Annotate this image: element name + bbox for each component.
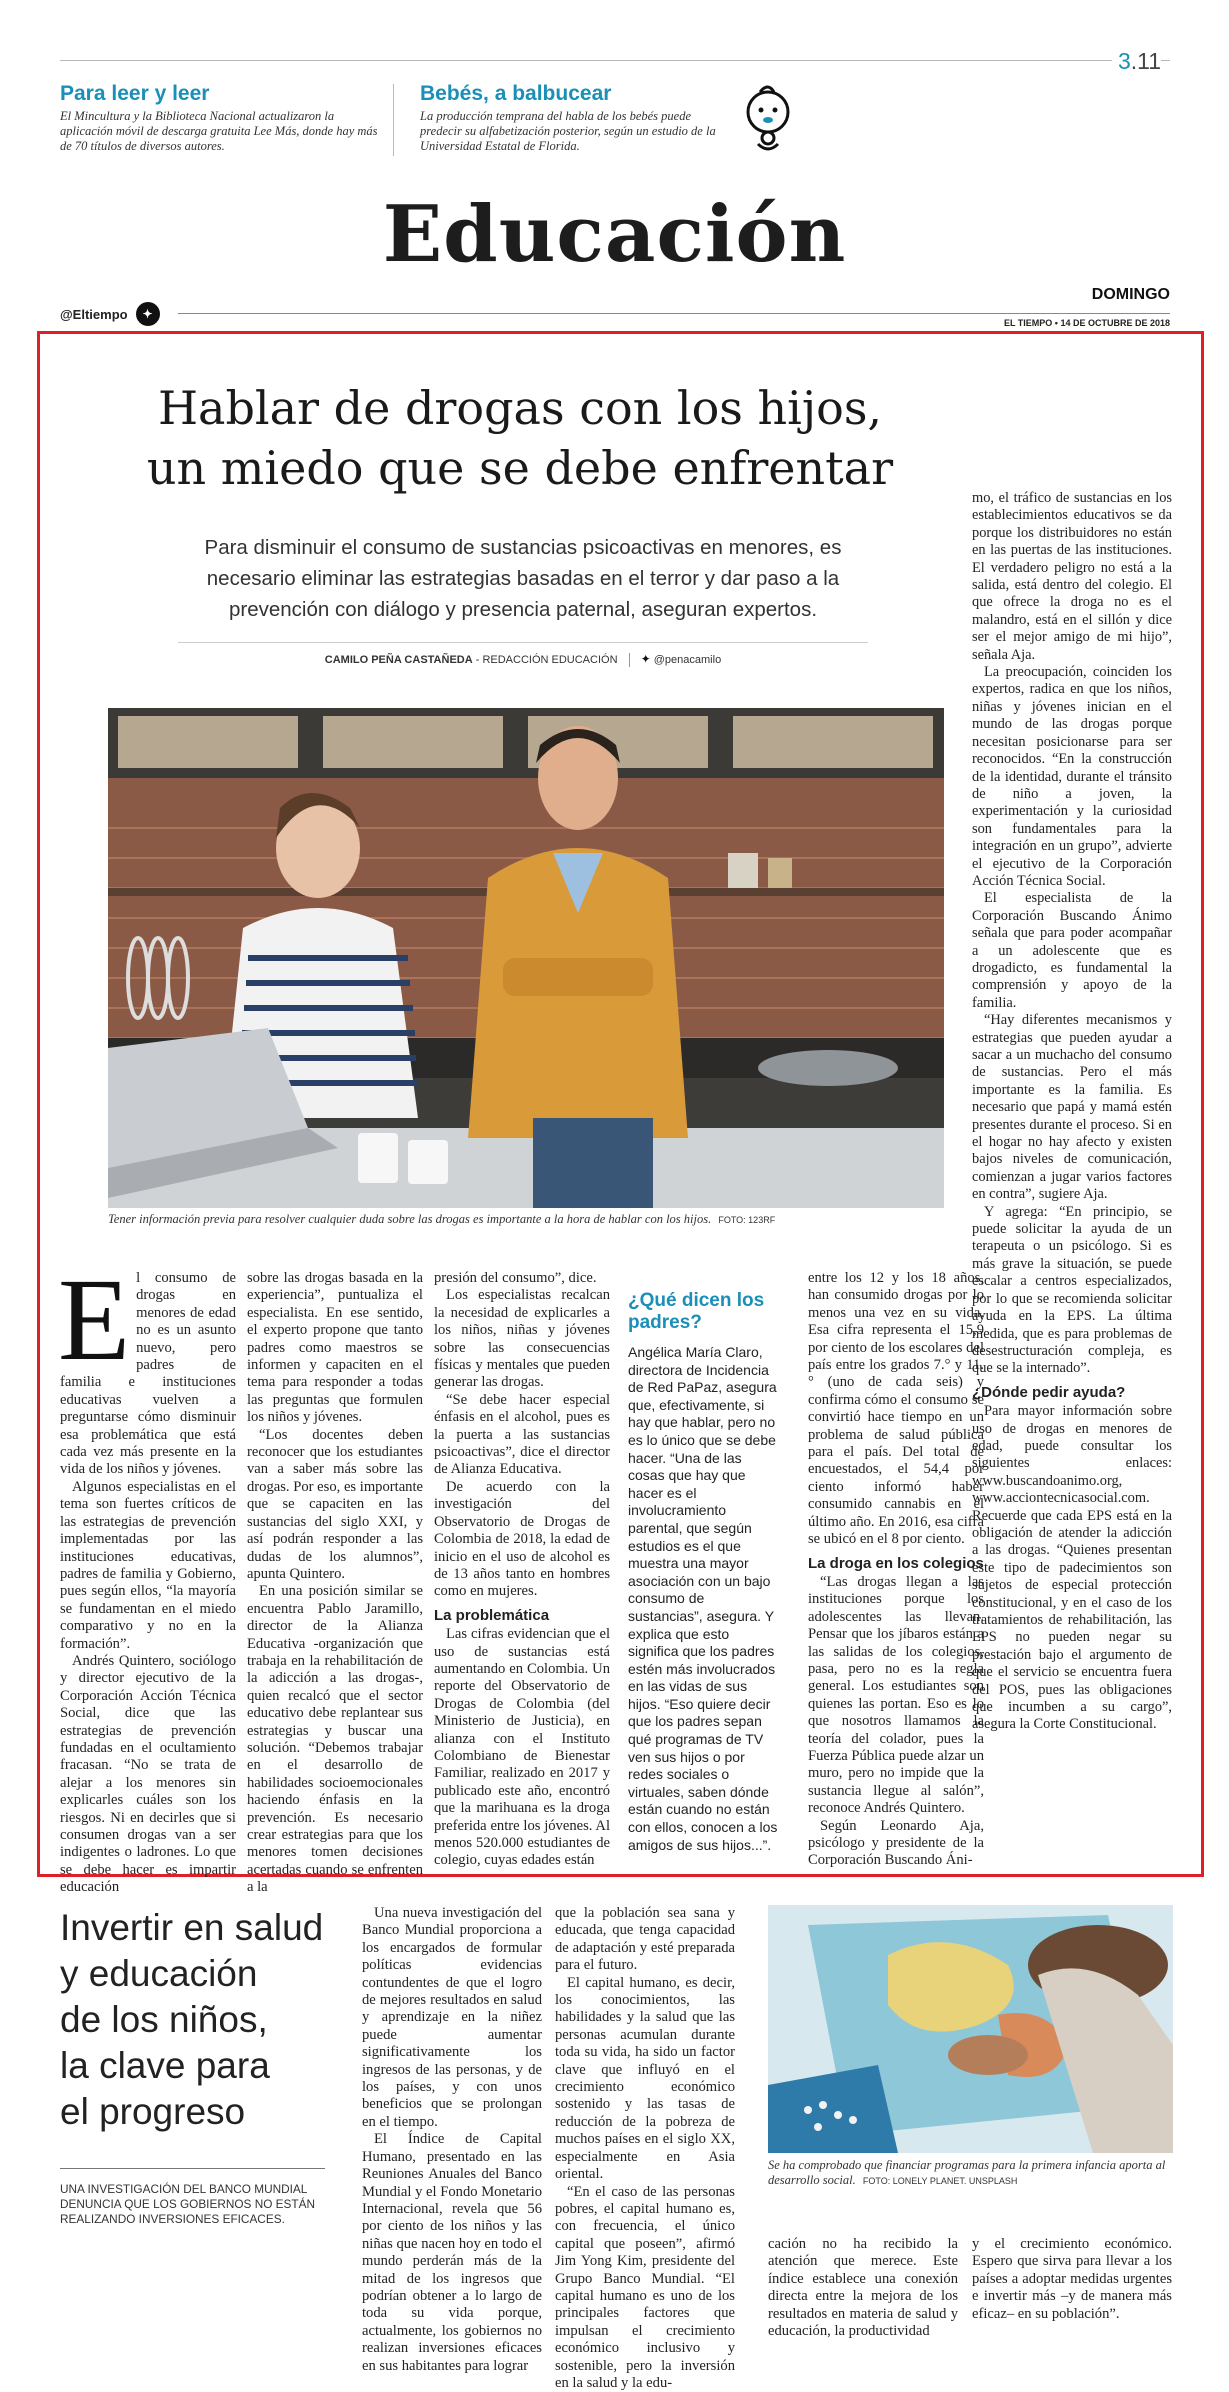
teaser-title: Para leer y leer: [60, 82, 380, 106]
paragraph: entre los 12 y los 18 años, han consumido drogas por lo menos una vez en su vida. Esa cifra representa el 15,9 por ciento de los escolares del país entre los grados 7.° y 11.° (uno de cada seis) y confirma cómo el consumo se convirtió hace tiempo en un problema de salud pública para el país. Del total de encuestados, el 54,4 por ciento informó haber consumido cannabis en el último año. En 2016, esa cifra se ubicó en el 8 por ciento.: [808, 1270, 984, 1549]
paragraph: El Índice de Capital Humano, presentado en las Reuniones Anuales del Banco Mundial y el Fondo Monetario Internacional, revela que 56 por ciento de los niños y las niñas que nacen hoy en todo el mundo perderán más de la mitad de los ingresos que podrían obtener a lo largo de toda su vida porque, actualmente, los gobiernos no realizan inversiones eficaces en sus habitantes para lograr: [362, 2131, 542, 2375]
teaser-title: Bebés, a balbucear: [420, 82, 720, 106]
paragraph: El capital humano, es decir, los conocimientos, las habilidades y la salud que las personas acumulan durante toda su vida, ha sido un factor clave que influyó en el crecimiento económico sostenido y las tasas de reducción de la pobreza de muchos países en el siglo XX, especialmente en Asia oriental.: [555, 1975, 735, 2184]
paragraph: “Los docentes deben reconocer que los estudiantes van a saber más sobre las drogas. Por eso, es importante que se capaciten en las sustancias del siglo XXI, y así podrán responder a las dudas de los alumnos”, apunta Quintero.: [247, 1427, 423, 1584]
paragraph: Y agrega: “En principio, se puede solicitar la ayuda de un terapeuta o un psicólogo. Si es más grave la situación, se puede escalar a centros especializados, por lo que se recomienda solicitar ayuda en la EPS. La última medida, que es para problemas de desestructuración compleja, es que se la internado”.: [972, 1204, 1172, 1378]
paragraph: Una nueva investigación del Banco Mundial proporciona a los encargados de formular políticas evidencias contundentes de que el logro de mejores resultados en salud y aprendizaje en la niñez puede aumentar significativamente los ingresos de las personas, y de los países, y con unos beneficios que se prolongan en el tiempo.: [362, 1905, 542, 2131]
header-rule: [178, 313, 1170, 314]
twitter-handle[interactable]: @Eltiempo ✦: [60, 302, 160, 326]
page-number: 3.11: [1112, 48, 1161, 75]
paragraph: que la población sea sana y educada, que tenga capacidad de adaptación y esté preparada para el futuro.: [555, 1905, 735, 1975]
photo-caption: Tener información previa para resolver cualquier duda sobre las drogas es importante a la hora de hablar con los hijos. FOTO: 123RF: [108, 1212, 944, 1227]
paragraph: presión del consumo”, dice.: [434, 1270, 610, 1287]
paragraph: l consumo de drogas en menores de edad no es un asunto nuevo, pero padres de familia e instituciones educativas vuelven a preguntarse cómo disminuir esa problemática que está cada vez más presente en la vida de los niños y jóvenes.: [60, 1270, 236, 1479]
paragraph: “Las drogas llegan a las instituciones porque los adolescentes las llevan. Pensar que los jíbaros están a las salidas de los colegios, pasa, pero no es la regla general. Los estudiantes son quienes las portan. Eso es lo que nosotros llamamos la teoría del colador, pues la Fuerza Pública puede alzar un muro, pero no impide que la sustancia llegue al salón”, reconoce Andrés Quintero.: [808, 1574, 984, 1818]
date-line: EL TIEMPO • 14 DE OCTUBRE DE 2018: [900, 318, 1170, 328]
photo-credit: FOTO: 123RF: [718, 1215, 775, 1225]
paragraph: mo, el tráfico de sustancias en los establecimientos educativos se da porque los distribuidores no están en las puertas de las instituciones. El verdadero peligro no está a la salida, está dentro del colegio. El que ofrece la droga no es el malandro, está en el sillón y dice ser el mejor amigo de mi hijo”, señala Aja.: [972, 490, 1172, 664]
photo-credit: FOTO: LONELY PLANET. UNSPLASH: [863, 2176, 1018, 2186]
teaser-desc: La producción temprana del habla de los bebés puede predecir su alfabetización posterior, según un estudio de la Universidad Estatal de Florida.: [420, 109, 720, 154]
paragraph: La preocupación, coinciden los expertos, radica en que los niños, niñas y jóvenes inician en el mundo de las drogas porque necesitan posicionarse para ser reconocidos. “En la construcción de la identidad, durante el tránsito de niño a joven, la experimentación y la curiosidad son fundamentales para la integración en un grupo”, advierte el ejecutivo de la Corporación Acción Técnica Social.: [972, 664, 1172, 890]
byline-rule: [178, 642, 868, 643]
paragraph: Las cifras evidencian que el uso de sustancias está aumentando en Colombia. Un reporte del Observatorio de Drogas de Colombia (del Ministerio de Justicia), en alianza con el Instituto Colombiano de Bienestar Familiar, realizado en 2017 y publicado este año, encontró que la marihuana es la droga preferida entre los jóvenes. Al menos 520.000 estudiantes de colegio, cuyas edades están: [434, 1626, 610, 1870]
teaser-bebes[interactable]: [420, 82, 720, 154]
sidebar-text: Angélica María Claro, directora de Incidencia de Red PaPaz, asegura que, efectivamente, si hay que hablar, pero no es lo único que se debe hacer. “Una de las cosas que hay que hacer es el involucramiento parental, que según estudios es el que muestra una mayor asociación con un bajo consumo de sustancias”, asegura. Y explica que esto significa que los padres estén más involucrados en las vidas de sus hijos. “Eso quiere decir que los padres sepan qué programas de TV ven sus hijos o por redes sociales o virtuales, saben dónde están cuando no están con ellos, conocen a los amigos de sus hijos...”.: [628, 1344, 778, 1854]
teaser-divider: [393, 84, 394, 156]
paragraph: En una posición similar se encuentra Pablo Jaramillo, director de la Alianza Educativa -organización que trabaja en la rehabilitación de la adicción a las drogas-, quien recalcó que el sector educativo debe replantear sus estrategias y buscar una solución. “Debemos trabajar en el desarrollo de habilidades socioemocionales haciendo énfasis en la prevención. Es necesario crear estrategias para que los menores tomen decisiones acertadas cuando se enfrenten a la: [247, 1583, 423, 1896]
subhead: La problemática: [434, 1607, 610, 1624]
byline: CAMILO PEÑA CASTAÑEDA - REDACCIÓN EDUCACIÓN ✦ @penacamilo: [178, 652, 868, 667]
deck: Para disminuir el consumo de sustancias psicoactivas en menores, es necesario eliminar las estrategias basadas en el terror y dar paso a la prevención con diálogo y presencia paternal, aseguran expertos.: [178, 532, 868, 625]
drop-cap: E: [58, 1272, 130, 1368]
paragraph: Algunos especialistas en el tema son fuertes críticos de las estrategias de prevención implementadas por las instituciones educativas, padres de familia y Gobierno, pues según ellos, “la mayoría se fundamentan en el miedo comparativo y no en la formación”.: [60, 1479, 236, 1653]
second-column-4: [972, 2236, 1172, 2336]
body-column-5: [808, 1270, 984, 1838]
paragraph: “Hay diferentes mecanismos y estrategias que pueden ayudar a sacar a un muchacho del consumo de sustancias. Pero el más importante es la familia. Es necesario que papá y mamá estén presentes durante el proceso. Si en el hogar no hay afecto y existen bajos niveles de comunicación, comienzan a jugar varios factores en contra”, sugiere Aja.: [972, 1012, 1172, 1203]
paragraph: Para mayor información sobre uso de drogas en menores de edad, puede consultar los siguientes enlaces: www.buscandoanimo.org, www.acciontecnicasocial.com. Recuerde que cada EPS está en la obligación de atender la adicción a las drogas. “Quienes presentan este tipo de padecimientos son sujetos de especial protección constitucional, y en el caso de los tratamientos de rehabilitación, las EPS no pueden negar su prestación bajo el argumento de que el servicio se encuentra fuera del POS, pues las obligaciones que incumben a su cargo”, asegura la Corte Constitucional.: [972, 1403, 1172, 1734]
paragraph: cación no ha recibido la atención que merece. Este índice establece una conexión directa entre la mejora de los resultados en materia de salud y educación, la productividad: [768, 2236, 958, 2340]
baby-icon: [740, 80, 796, 156]
headline: Hablar de drogas con los hijos, un miedo que se debe enfrentar: [80, 378, 960, 498]
paragraph: Los especialistas recalcan la necesidad de explicarles a los niños, niñas y jóvenes sobre las consecuencias físicas y mentales que pueden generar las drogas.: [434, 1287, 610, 1391]
subhead: La droga en los colegios: [808, 1555, 984, 1572]
second-photo: [768, 1905, 1173, 2153]
teaser-desc: El Mincultura y la Biblioteca Nacional actualizaron la aplicación móvil de descarga gratuita Lee Más, donde hay más de 70 títulos de diversos autores.: [60, 109, 380, 154]
second-column-1: [362, 1905, 542, 2335]
section-title: Educación: [0, 190, 1229, 280]
body-column-2: [247, 1270, 423, 1838]
main-photo: [108, 708, 944, 1208]
paragraph: Según Leonardo Aja, psicólogo y presidente de la Corporación Buscando Áni-: [808, 1818, 984, 1870]
second-summary: UNA INVESTIGACIÓN DEL BANCO MUNDIAL DENUNCIA QUE LOS GOBIERNOS NO ESTÁN REALIZANDO INVERSIONES EFICACES.: [60, 2182, 330, 2227]
twitter-icon: ✦: [136, 302, 160, 326]
paragraph: “Se debe hacer especial énfasis en el alcohol, pues es la puerta a las sustancias psicoactivas”, dice el director de Alianza Educativa.: [434, 1392, 610, 1479]
second-caption: Se ha comprobado que financiar programas para la primera infancia aporta al desarrollo social. FOTO: LONELY PLANET. UNSPLASH: [768, 2158, 1173, 2189]
body-column-6: [972, 490, 1172, 1840]
second-column-2: [555, 1905, 735, 2335]
second-headline: Invertir en salud y educación de los niños, la clave para el progreso: [60, 1905, 350, 2135]
second-column-3: [768, 2236, 958, 2336]
summary-rule: [60, 2168, 325, 2169]
author-twitter[interactable]: @penacamilo: [654, 654, 721, 666]
day-label: DOMINGO: [1060, 286, 1170, 304]
top-rule: [60, 60, 1170, 61]
paragraph: Andrés Quintero, sociólogo y director ejecutivo de la Corporación Acción Técnica Social, dice que las estrategias de prevención fundadas en el ocultamiento fracasan. “No se trata de alejar a los menores sin explicarles cuáles son los riesgos. Ni en decirles que si consumen drogas van a ser indigentes o ladrones. Lo que se debe hacer es impartir educación: [60, 1653, 236, 1897]
twitter-icon: ✦: [641, 652, 651, 666]
sidebar-title: ¿Qué dicen los padres?: [628, 1290, 778, 1334]
paragraph: El especialista de la Corporación Buscando Ánimo señala que para poder acompañar a un adolescente que es drogadicto, es fundamental la comprensión y apoyo de la familia.: [972, 890, 1172, 1012]
teaser-lee-mas[interactable]: [60, 82, 380, 154]
body-column-1: [60, 1270, 236, 1838]
subhead: ¿Dónde pedir ayuda?: [972, 1384, 1172, 1401]
body-column-3: [434, 1270, 610, 1838]
paragraph: De acuerdo con la investigación del Observatorio de Drogas de Colombia de 2018, la edad de inicio en el uso de alcohol es de 13 años tanto en hombres como en mujeres.: [434, 1479, 610, 1601]
sidebar-box: [628, 1290, 778, 1760]
paragraph: “En el caso de las personas pobres, el capital humano es, con frecuencia, el único capital que poseen”, afirmó Jim Yong Kim, presidente del Grupo Banco Mundial. “El capital humano es uno de los principales factores que impulsan el crecimiento económico inclusivo y sostenible, pero la inversión en la salud y la edu-: [555, 2184, 735, 2392]
paragraph: y el crecimiento económico. Espero que sirva para llevar a los países a adoptar medidas urgentes e invertir más –y de manera más eficaz– en su población”.: [972, 2236, 1172, 2323]
paragraph: sobre las drogas basada en la experiencia”, puntualiza el especialista. En ese sentido, el experto propone que tanto padres como maestros se informen y capaciten en el tema para responder a todas las preguntas que formulen los niños y jóvenes.: [247, 1270, 423, 1427]
